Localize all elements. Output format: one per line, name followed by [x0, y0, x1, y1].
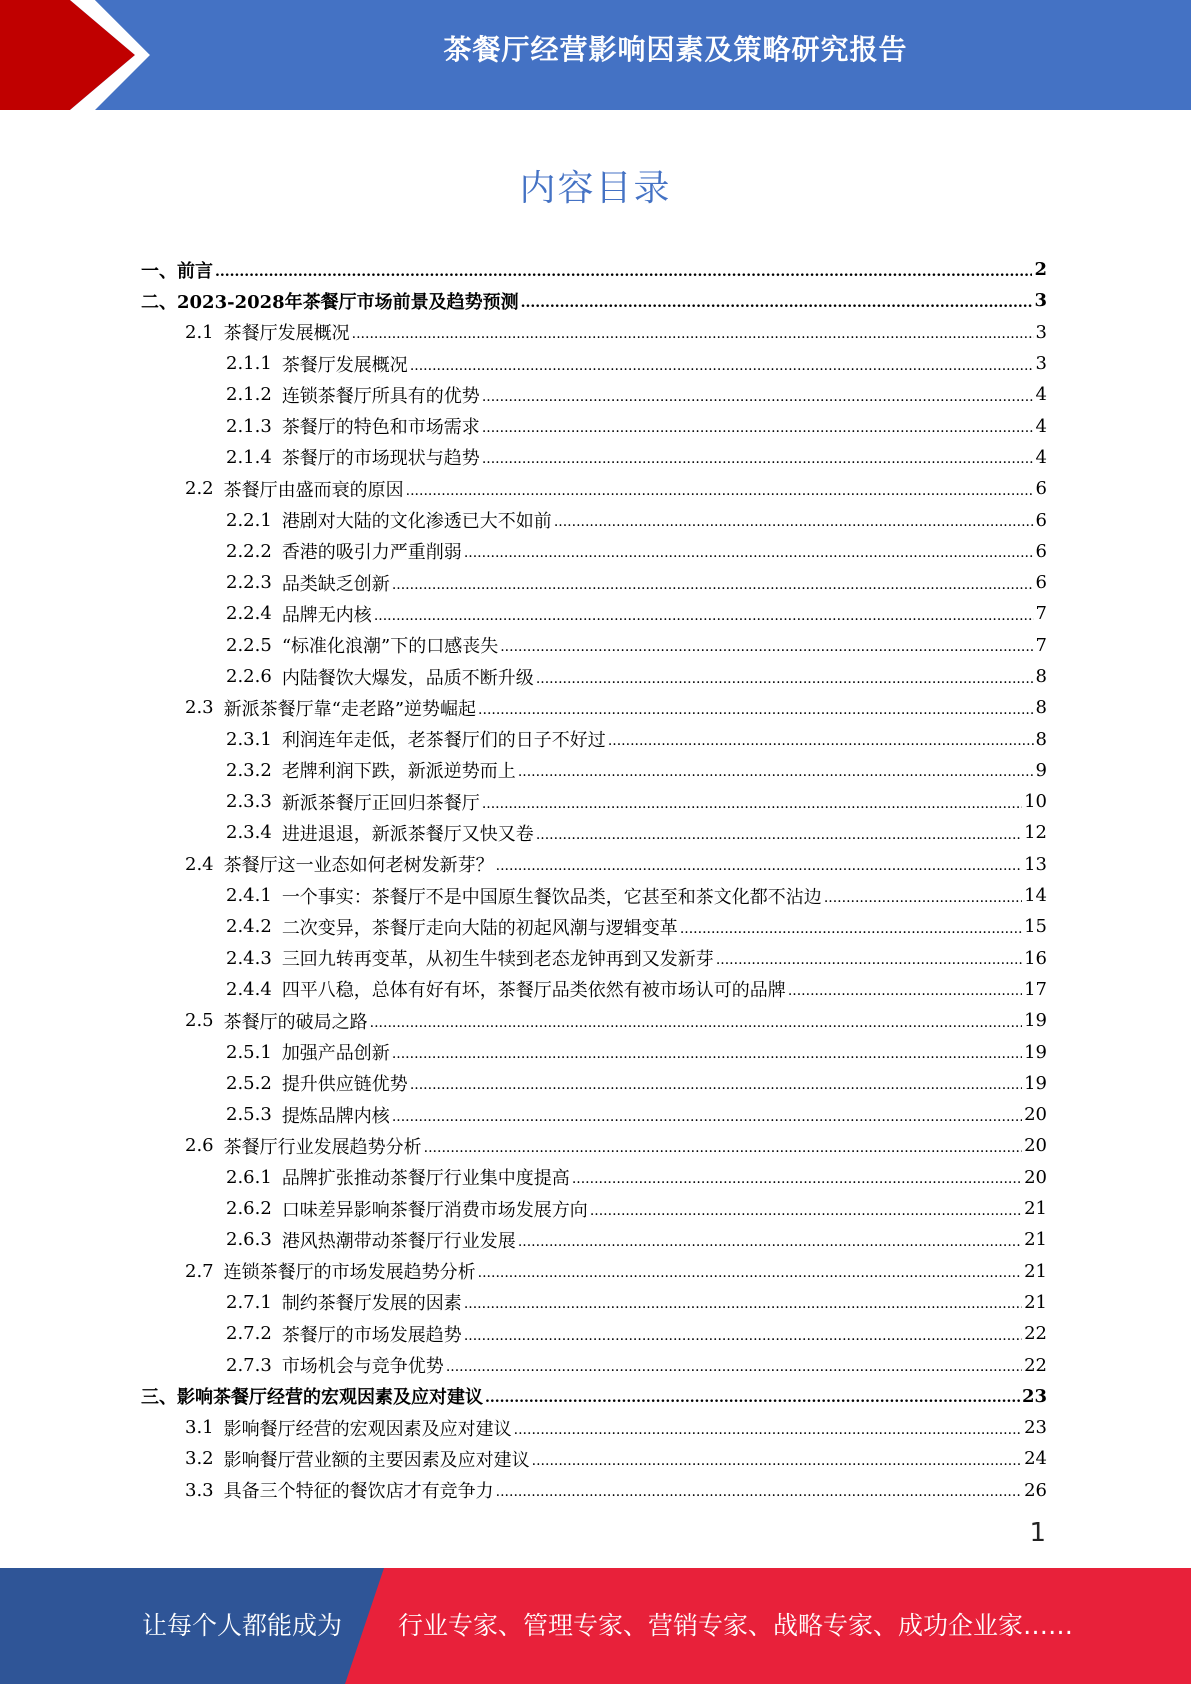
- toc-entry-number: 2.3.2: [226, 759, 272, 781]
- toc-entry-title: 新派茶餐厅正回归茶餐厅: [281, 792, 480, 814]
- toc-entry[interactable]: [141, 1318, 1047, 1349]
- toc-entry[interactable]: [141, 786, 1047, 817]
- toc-dot-leader: [496, 858, 1022, 874]
- toc-entry[interactable]: [141, 536, 1047, 567]
- header-title: 茶餐厅经营影响因素及策略研究报告: [443, 33, 908, 66]
- toc-entry[interactable]: [141, 473, 1047, 504]
- toc-entry-title: 新派茶餐厅靠“走老路”逆势崛起: [223, 698, 477, 720]
- toc-entry-number: 2.4.2: [226, 916, 272, 938]
- toc-entry[interactable]: [141, 1381, 1047, 1412]
- toc-entry-number: 2.7: [185, 1260, 214, 1282]
- toc-entry-title: 茶餐厅的破局之路: [223, 1011, 368, 1033]
- toc-entry[interactable]: [141, 661, 1047, 692]
- toc-entry[interactable]: [141, 442, 1047, 473]
- toc-entry-number: 2.4.3: [226, 947, 272, 969]
- toc-entry-number: 2.4: [185, 853, 214, 875]
- toc-entry-number: 2.6.1: [226, 1166, 272, 1188]
- toc-entry[interactable]: [141, 817, 1047, 848]
- toc-entry-page: 4: [1035, 446, 1047, 468]
- toc-entry-page: 21: [1024, 1229, 1047, 1251]
- toc-dot-leader: [518, 764, 1034, 780]
- toc-entry-title: 茶餐厅发展概况: [223, 323, 350, 345]
- toc-entry-page: 21: [1024, 1291, 1047, 1313]
- toc-entry-title: 四平八稳，总体有好有坏，茶餐厅品类依然有被市场认可的品牌: [281, 980, 786, 1002]
- toc-dot-leader: [608, 733, 1034, 749]
- toc-entry-title: 制约茶餐厅发展的因素: [281, 1293, 462, 1315]
- toc-entry-title: 市场机会与竞争优势: [281, 1356, 444, 1378]
- toc-entry[interactable]: [141, 1036, 1047, 1067]
- toc-entry-title: 茶餐厅的特色和市场需求: [281, 417, 480, 439]
- header-banner: [0, 0, 1191, 110]
- toc-entry[interactable]: [141, 630, 1047, 661]
- toc-dot-leader: [572, 1171, 1022, 1187]
- toc-entry[interactable]: [141, 379, 1047, 410]
- toc-dot-leader: [536, 671, 1034, 687]
- toc-entry[interactable]: [141, 1475, 1047, 1506]
- toc-entry-number: 2.6.3: [226, 1229, 272, 1251]
- toc-dot-leader: [514, 1422, 1022, 1438]
- toc-entry-number: 2.5.1: [226, 1041, 272, 1063]
- toc-dot-leader: [410, 1077, 1022, 1093]
- toc-dot-leader: [406, 483, 1034, 499]
- toc-dot-leader: [478, 702, 1034, 718]
- toc-dot-leader: [392, 577, 1034, 593]
- toc-dot-leader: [680, 921, 1022, 937]
- toc-entry[interactable]: [141, 1005, 1047, 1036]
- toc-entry-page: 10: [1024, 791, 1047, 813]
- toc-entry[interactable]: [141, 1412, 1047, 1443]
- toc-entry[interactable]: [141, 723, 1047, 754]
- toc-dot-leader: [352, 326, 1034, 342]
- toc-entry[interactable]: [141, 254, 1047, 285]
- toc-entry[interactable]: [141, 1443, 1047, 1474]
- toc-entry-number: 2.3: [185, 697, 214, 719]
- toc-dot-leader: [554, 514, 1034, 530]
- toc-entry[interactable]: [141, 317, 1047, 348]
- toc-entry-page: 20: [1024, 1135, 1047, 1157]
- toc-entry-page: 20: [1024, 1104, 1047, 1126]
- toc-entry-number: 2.4.1: [226, 885, 272, 907]
- toc-entry-number: 2.2.3: [226, 572, 272, 594]
- toc-entry-page: 20: [1024, 1166, 1047, 1188]
- toc-entry-title: 加强产品创新: [281, 1043, 390, 1065]
- toc-entry-page: 8: [1035, 697, 1047, 719]
- toc-entry[interactable]: [141, 692, 1047, 723]
- toc-entry[interactable]: [141, 1130, 1047, 1161]
- toc-entry-page: 22: [1024, 1354, 1047, 1376]
- toc-entry-title: 影响餐厅营业额的主要因素及应对建议: [223, 1449, 530, 1471]
- toc-entry-number: 3.2: [185, 1448, 214, 1470]
- toc-entry[interactable]: [141, 943, 1047, 974]
- toc-entry-page: 4: [1035, 415, 1047, 437]
- toc-entry-number: 2.6: [185, 1135, 214, 1157]
- toc-entry-title: 影响餐厅经营的宏观因素及应对建议: [223, 1418, 512, 1440]
- toc-dot-leader: [392, 1046, 1022, 1062]
- toc-entry-number: 2.5.2: [226, 1072, 272, 1094]
- toc-dot-leader: [482, 796, 1022, 812]
- toc-dot-leader: [482, 389, 1034, 405]
- toc-entry-page: 26: [1024, 1479, 1047, 1501]
- toc-dot-leader: [500, 639, 1033, 655]
- toc-entry-title: 二次变异，茶餐厅走向大陆的初起风潮与逻辑变革: [281, 917, 678, 939]
- toc-entry-page: 3: [1035, 353, 1047, 375]
- toc-dot-leader: [424, 1140, 1022, 1156]
- toc-entry-title: 香港的吸引力严重削弱: [281, 542, 462, 564]
- toc-entry-number: 2.5.3: [226, 1104, 272, 1126]
- toc-entry-number: 2.7.3: [226, 1354, 272, 1376]
- toc-dot-leader: [370, 1015, 1022, 1031]
- toc-entry-title: 茶餐厅由盛而衰的原因: [223, 479, 404, 501]
- toc-entry-page: 2: [1034, 259, 1047, 281]
- toc-entry-title: 具备三个特征的餐饮店才有竞争力: [223, 1481, 494, 1503]
- toc-entry[interactable]: [141, 567, 1047, 598]
- toc-entry-number: 2.1.1: [226, 353, 272, 375]
- toc-entry-page: 9: [1035, 759, 1047, 781]
- footer-banner: [0, 1568, 1191, 1684]
- toc-entry[interactable]: [141, 1193, 1047, 1224]
- toc-dot-leader: [518, 1234, 1022, 1250]
- toc-entry-title: 一个事实：茶餐厅不是中国原生餐饮品类，它甚至和茶文化都不沾边: [281, 886, 822, 908]
- toc-entry-page: 13: [1024, 853, 1047, 875]
- toc-entry-title: 港风热潮带动茶餐厅行业发展: [281, 1230, 516, 1252]
- toc-entry[interactable]: [141, 1162, 1047, 1193]
- toc-dot-leader: [521, 295, 1033, 311]
- toc-entry-title: 提升供应链优势: [281, 1074, 408, 1096]
- toc-dot-leader: [464, 1328, 1022, 1344]
- toc-entry[interactable]: [141, 755, 1047, 786]
- toc-entry-page: 8: [1035, 728, 1047, 750]
- toc-entry-number: 二、: [141, 291, 177, 313]
- toc-entry[interactable]: [141, 880, 1047, 911]
- toc-entry-title: 2023-2028年茶餐厅市场前景及趋势预测: [177, 291, 519, 313]
- toc-dot-leader: [788, 983, 1022, 999]
- toc-entry-title: 港剧对大陆的文化渗透已大不如前: [281, 511, 552, 533]
- toc-dot-leader: [446, 1359, 1022, 1375]
- toc-entry-page: 4: [1035, 384, 1047, 406]
- toc-entry-number: 2.2.5: [226, 634, 272, 656]
- toc-entry-title: 茶餐厅这一业态如何老树发新芽？: [223, 855, 494, 877]
- toc-entry-page: 23: [1024, 1417, 1047, 1439]
- toc-entry-number: 2.4.4: [226, 978, 272, 1000]
- toc-entry-title: 茶餐厅行业发展趋势分析: [223, 1136, 422, 1158]
- toc-entry-page: 6: [1035, 478, 1047, 500]
- toc-dot-leader: [536, 827, 1022, 843]
- toc-entry-page: 21: [1024, 1260, 1047, 1282]
- toc-dot-leader: [485, 1390, 1020, 1406]
- toc-entry-page: 6: [1035, 540, 1047, 562]
- toc-entry-number: 三、: [141, 1387, 177, 1409]
- toc-dot-leader: [392, 1109, 1022, 1125]
- toc-entry[interactable]: [141, 410, 1047, 441]
- toc-entry-page: 19: [1024, 1010, 1047, 1032]
- toc-entry-title: 老牌利润下跌，新派逆势而上: [281, 761, 516, 783]
- toc-entry-page: 17: [1024, 978, 1047, 1000]
- toc-entry-title: 提炼品牌内核: [281, 1105, 390, 1127]
- toc-entry-title: 茶餐厅发展概况: [281, 354, 408, 376]
- toc-dot-leader: [410, 358, 1034, 374]
- toc-dot-leader: [482, 451, 1034, 467]
- footer-slogan-right: 行业专家、管理专家、营销专家、战略专家、成功企业家……: [398, 1611, 1074, 1640]
- toc-entry-title: 三回九转再变革，从初生牛犊到老态龙钟再到又发新芽: [281, 949, 714, 971]
- toc-entry-number: 3.1: [185, 1417, 214, 1439]
- toc-entry-title: 进进退退，新派茶餐厅又快又卷: [281, 823, 534, 845]
- toc-entry[interactable]: [141, 1068, 1047, 1099]
- table-of-contents: [141, 254, 1047, 1506]
- toc-entry-page: 21: [1024, 1198, 1047, 1220]
- toc-entry-page: 16: [1024, 947, 1047, 969]
- toc-entry-number: 2.7.1: [226, 1291, 272, 1313]
- toc-entry[interactable]: [141, 1349, 1047, 1380]
- toc-entry-number: 3.3: [185, 1479, 214, 1501]
- toc-entry-page: 23: [1021, 1385, 1047, 1407]
- toc-entry[interactable]: [141, 911, 1047, 942]
- toc-entry-page: 22: [1024, 1323, 1047, 1345]
- toc-entry[interactable]: [141, 974, 1047, 1005]
- toc-entry[interactable]: [141, 348, 1047, 379]
- toc-entry-number: 2.2.6: [226, 666, 272, 687]
- toc-dot-leader: [532, 1453, 1022, 1469]
- toc-entry[interactable]: [141, 1287, 1047, 1318]
- toc-entry-title: 前言: [177, 260, 213, 282]
- toc-entry-page: 8: [1035, 666, 1047, 687]
- toc-entry[interactable]: [141, 504, 1047, 535]
- toc-entry-number: 2.6.2: [226, 1198, 272, 1220]
- toc-entry-page: 12: [1024, 822, 1047, 844]
- toc-entry-title: 品牌扩张推动茶餐厅行业集中度提高: [281, 1168, 570, 1190]
- toc-entry-number: 2.3.3: [226, 791, 272, 813]
- toc-entry-title: 品类缺乏创新: [281, 573, 390, 595]
- toc-heading: 内容目录: [519, 168, 672, 209]
- toc-entry-title: 品牌无内核: [281, 604, 372, 626]
- toc-dot-leader: [496, 1484, 1022, 1500]
- toc-entry-number: 2.1: [185, 321, 214, 343]
- toc-dot-leader: [716, 952, 1022, 968]
- toc-entry-number: 2.3.1: [226, 728, 272, 750]
- toc-dot-leader: [478, 1265, 1022, 1281]
- toc-entry-page: 6: [1035, 509, 1047, 531]
- toc-entry-number: 2.1.3: [226, 415, 272, 437]
- toc-entry-number: 2.1.2: [226, 384, 272, 406]
- toc-entry-number: 2.2.2: [226, 540, 272, 562]
- toc-entry[interactable]: [141, 1099, 1047, 1130]
- toc-entry-number: 2.7.2: [226, 1323, 272, 1345]
- toc-entry-title: 影响茶餐厅经营的宏观因素及应对建议: [177, 1387, 483, 1409]
- toc-entry-page: 7: [1035, 634, 1047, 656]
- toc-entry-number: 2.3.4: [226, 822, 272, 844]
- toc-dot-leader: [464, 545, 1034, 561]
- toc-entry-page: 15: [1024, 916, 1047, 938]
- toc-entry-number: 2.2.4: [226, 603, 272, 625]
- toc-entry-title: “标准化浪潮”下的口感丧失: [281, 636, 499, 658]
- toc-entry-title: 连锁茶餐厅所具有的优势: [281, 385, 480, 407]
- toc-entry-page: 19: [1024, 1041, 1047, 1063]
- toc-entry[interactable]: [141, 1256, 1047, 1287]
- toc-entry-page: 7: [1035, 603, 1047, 625]
- toc-entry-number: 一、: [141, 260, 177, 282]
- toc-entry-page: 3: [1034, 290, 1047, 312]
- toc-entry-number: 2.5: [185, 1010, 214, 1032]
- toc-entry-page: 3: [1035, 321, 1047, 343]
- footer-slogan-left: 让每个人都能成为: [142, 1611, 343, 1640]
- toc-entry-number: 2.2.1: [226, 509, 272, 531]
- toc-dot-leader: [482, 420, 1034, 436]
- toc-entry-number: 2.1.4: [226, 446, 272, 468]
- toc-entry-page: 14: [1024, 885, 1047, 907]
- toc-entry-page: 24: [1024, 1448, 1047, 1470]
- toc-entry-title: 连锁茶餐厅的市场发展趋势分析: [223, 1262, 476, 1284]
- toc-entry-title: 内陆餐饮大爆发，品质不断升级: [281, 667, 534, 689]
- toc-entry-title: 口味差异影响茶餐厅消费市场发展方向: [281, 1199, 588, 1221]
- toc-entry-title: 茶餐厅的市场发展趋势: [281, 1324, 462, 1346]
- toc-dot-leader: [374, 608, 1034, 624]
- toc-entry-title: 利润连年走低，老茶餐厅们的日子不好过: [281, 730, 606, 752]
- toc-entry[interactable]: [141, 285, 1047, 316]
- toc-dot-leader: [590, 1203, 1022, 1219]
- toc-entry[interactable]: [141, 1224, 1047, 1255]
- toc-entry[interactable]: [141, 598, 1047, 629]
- toc-dot-leader: [824, 890, 1022, 906]
- toc-dot-leader: [215, 264, 1032, 280]
- page-number: 1: [1029, 1518, 1046, 1548]
- toc-entry-page: 6: [1035, 572, 1047, 594]
- toc-entry[interactable]: [141, 849, 1047, 880]
- toc-dot-leader: [464, 1296, 1022, 1312]
- toc-entry-title: 茶餐厅的市场现状与趋势: [281, 448, 480, 470]
- toc-entry-number: 2.2: [185, 478, 214, 500]
- toc-entry-page: 19: [1024, 1072, 1047, 1094]
